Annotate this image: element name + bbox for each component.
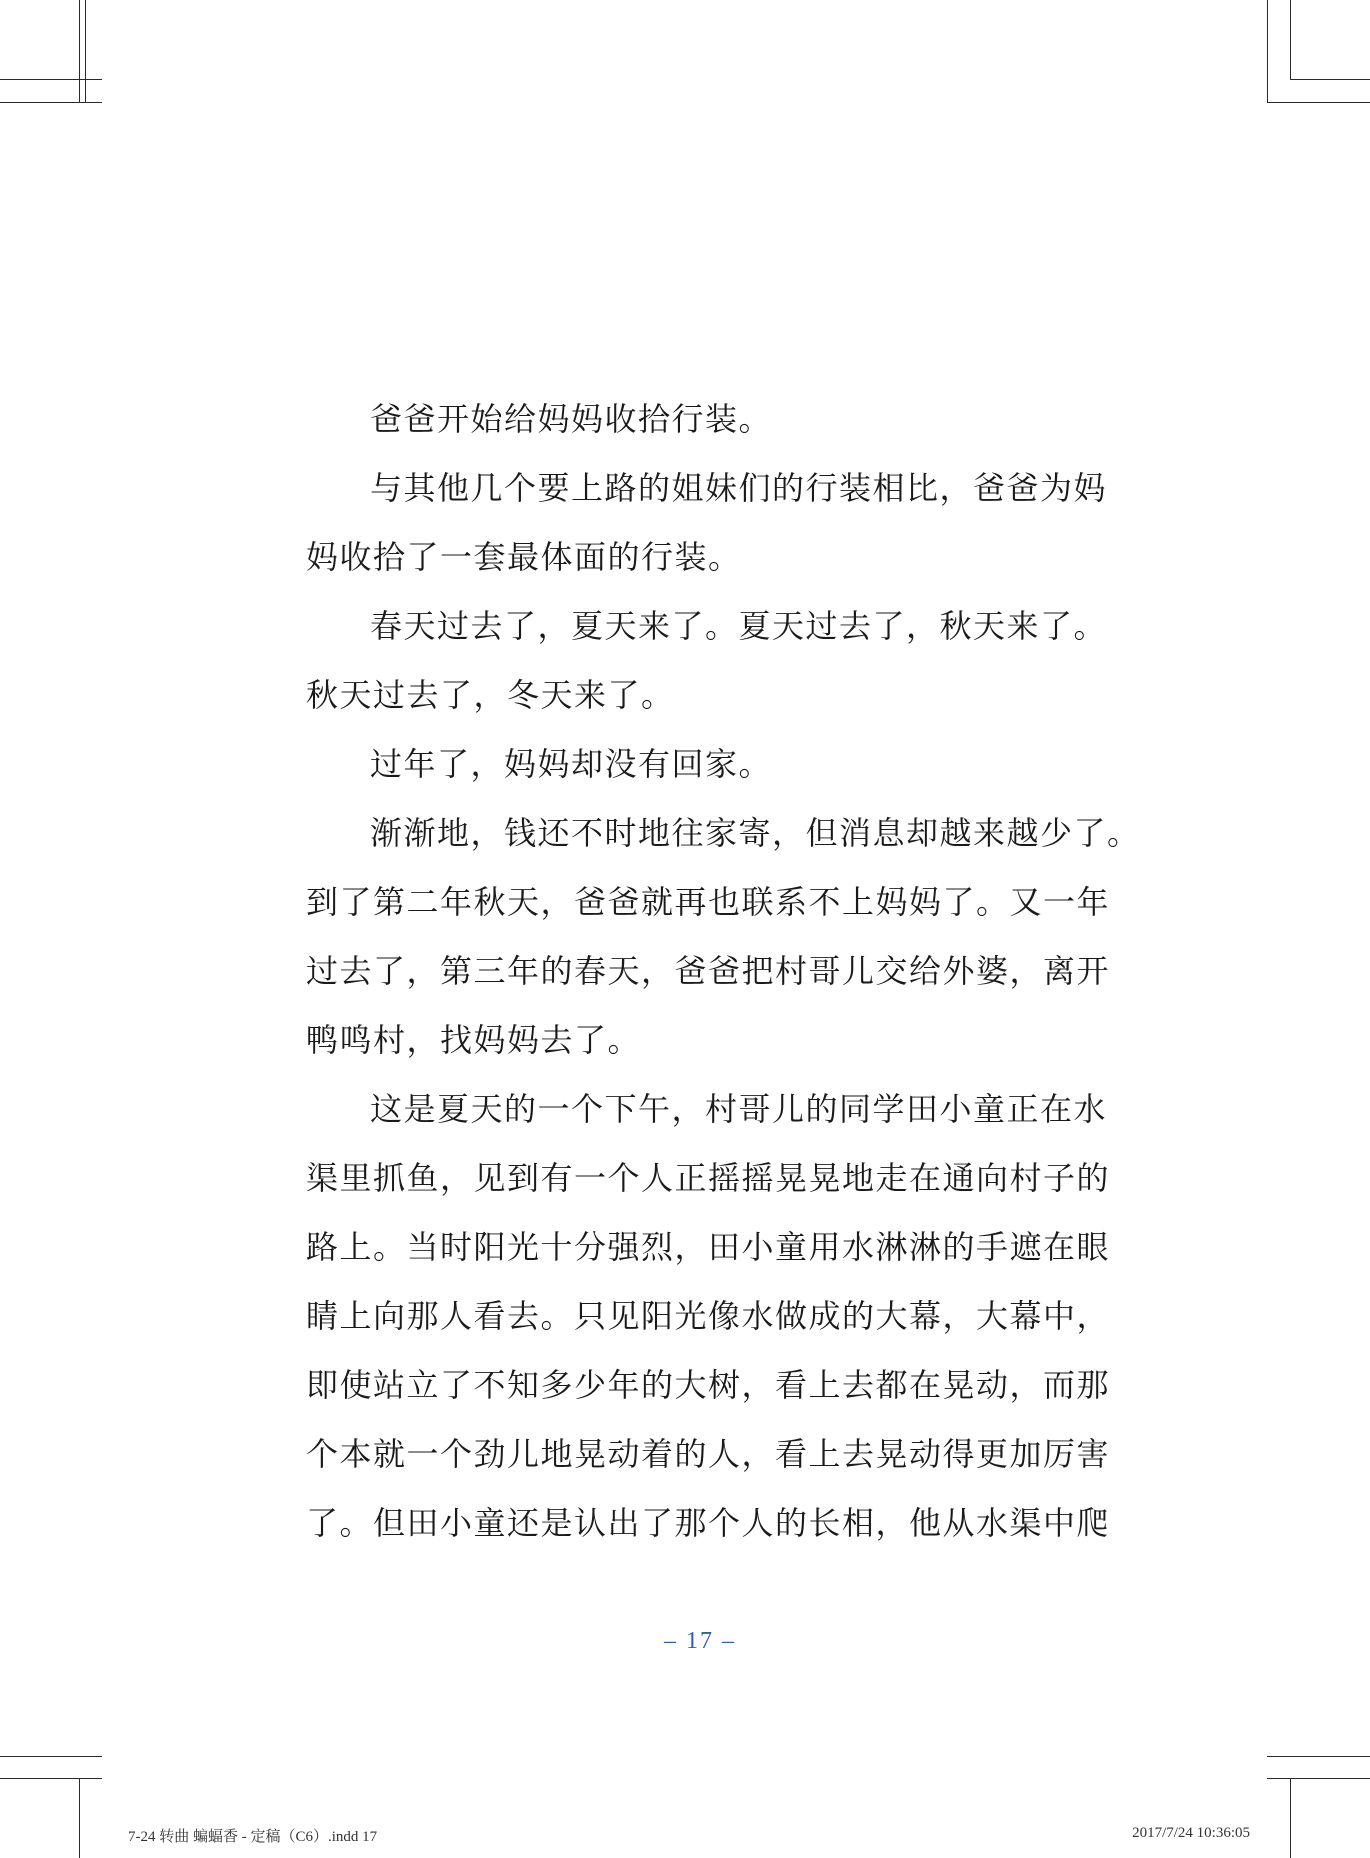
print-slug-filename: 7-24 转曲 蝙蝠香 - 定稿（C6）.indd 17 — [128, 1829, 378, 1845]
text-line: 路上。当时阳光十分强烈，田小童用水淋淋的手遮在眼 — [306, 1228, 1111, 1266]
text-line: 爸爸开始给妈妈收拾行装。 — [370, 400, 773, 438]
text-line: 妈收拾了一套最体面的行装。 — [306, 538, 742, 576]
text-line: 过年了，妈妈却没有回家。 — [370, 745, 773, 783]
text-line: 渠里抓鱼，见到有一个人正摇摇晃晃地走在通向村子的 — [306, 1159, 1111, 1197]
text-line: 与其他几个要上路的姐妹们的行装相比，爸爸为妈 — [370, 469, 1108, 507]
text-line: 这是夏天的一个下午，村哥儿的同学田小童正在水 — [370, 1090, 1108, 1128]
text-line: 过去了，第三年的春天，爸爸把村哥儿交给外婆，离开 — [306, 952, 1111, 990]
crop-mark-bottom-left-horizontal — [0, 1778, 102, 1779]
page-number: – 17 – — [664, 1628, 736, 1654]
crop-mark-top-right-vertical-outer — [1290, 0, 1291, 79]
text-line: 春天过去了，夏天来了。夏天过去了，秋天来了。 — [370, 607, 1108, 645]
crop-mark-top-right-horizontal-outer — [1290, 79, 1370, 80]
text-line: 了。但田小童还是认出了那个人的长相，他从水渠中爬 — [306, 1504, 1111, 1542]
crop-mark-top-left-horizontal — [0, 102, 102, 103]
crop-mark-top-left-vertical-outer — [79, 0, 80, 102]
crop-mark-top-right-horizontal — [1267, 102, 1370, 103]
crop-mark-bottom-right-horizontal — [1267, 1778, 1370, 1779]
crop-mark-bottom-right-vertical — [1290, 1778, 1291, 1858]
text-line: 即使站立了不知多少年的大树，看上去都在晃动，而那 — [306, 1366, 1111, 1404]
body-text — [306, 385, 1141, 1558]
text-line: 到了第二年秋天，爸爸就再也联系不上妈妈了。又一年 — [306, 883, 1111, 921]
crop-mark-top-left-vertical — [85, 0, 86, 102]
crop-mark-top-left-horizontal-outer — [0, 79, 102, 80]
crop-mark-bottom-left-vertical — [79, 1778, 80, 1858]
text-line: 睛上向那人看去。只见阳光像水做成的大幕，大幕中， — [306, 1297, 1111, 1335]
crop-mark-top-right-vertical — [1267, 0, 1268, 102]
text-line: 渐渐地，钱还不时地往家寄，但消息却越来越少了。 — [370, 814, 1141, 852]
text-line: 鸭鸣村，找妈妈去了。 — [306, 1021, 642, 1059]
text-line: 秋天过去了，冬天来了。 — [306, 676, 675, 714]
crop-mark-bottom-left-horizontal-outer — [0, 1756, 102, 1757]
print-slug-timestamp: 2017/7/24 10:36:05 — [1132, 1825, 1250, 1841]
text-line: 个本就一个劲儿地晃动着的人，看上去晃动得更加厉害 — [306, 1435, 1111, 1473]
crop-mark-bottom-right-horizontal-outer — [1267, 1756, 1370, 1757]
